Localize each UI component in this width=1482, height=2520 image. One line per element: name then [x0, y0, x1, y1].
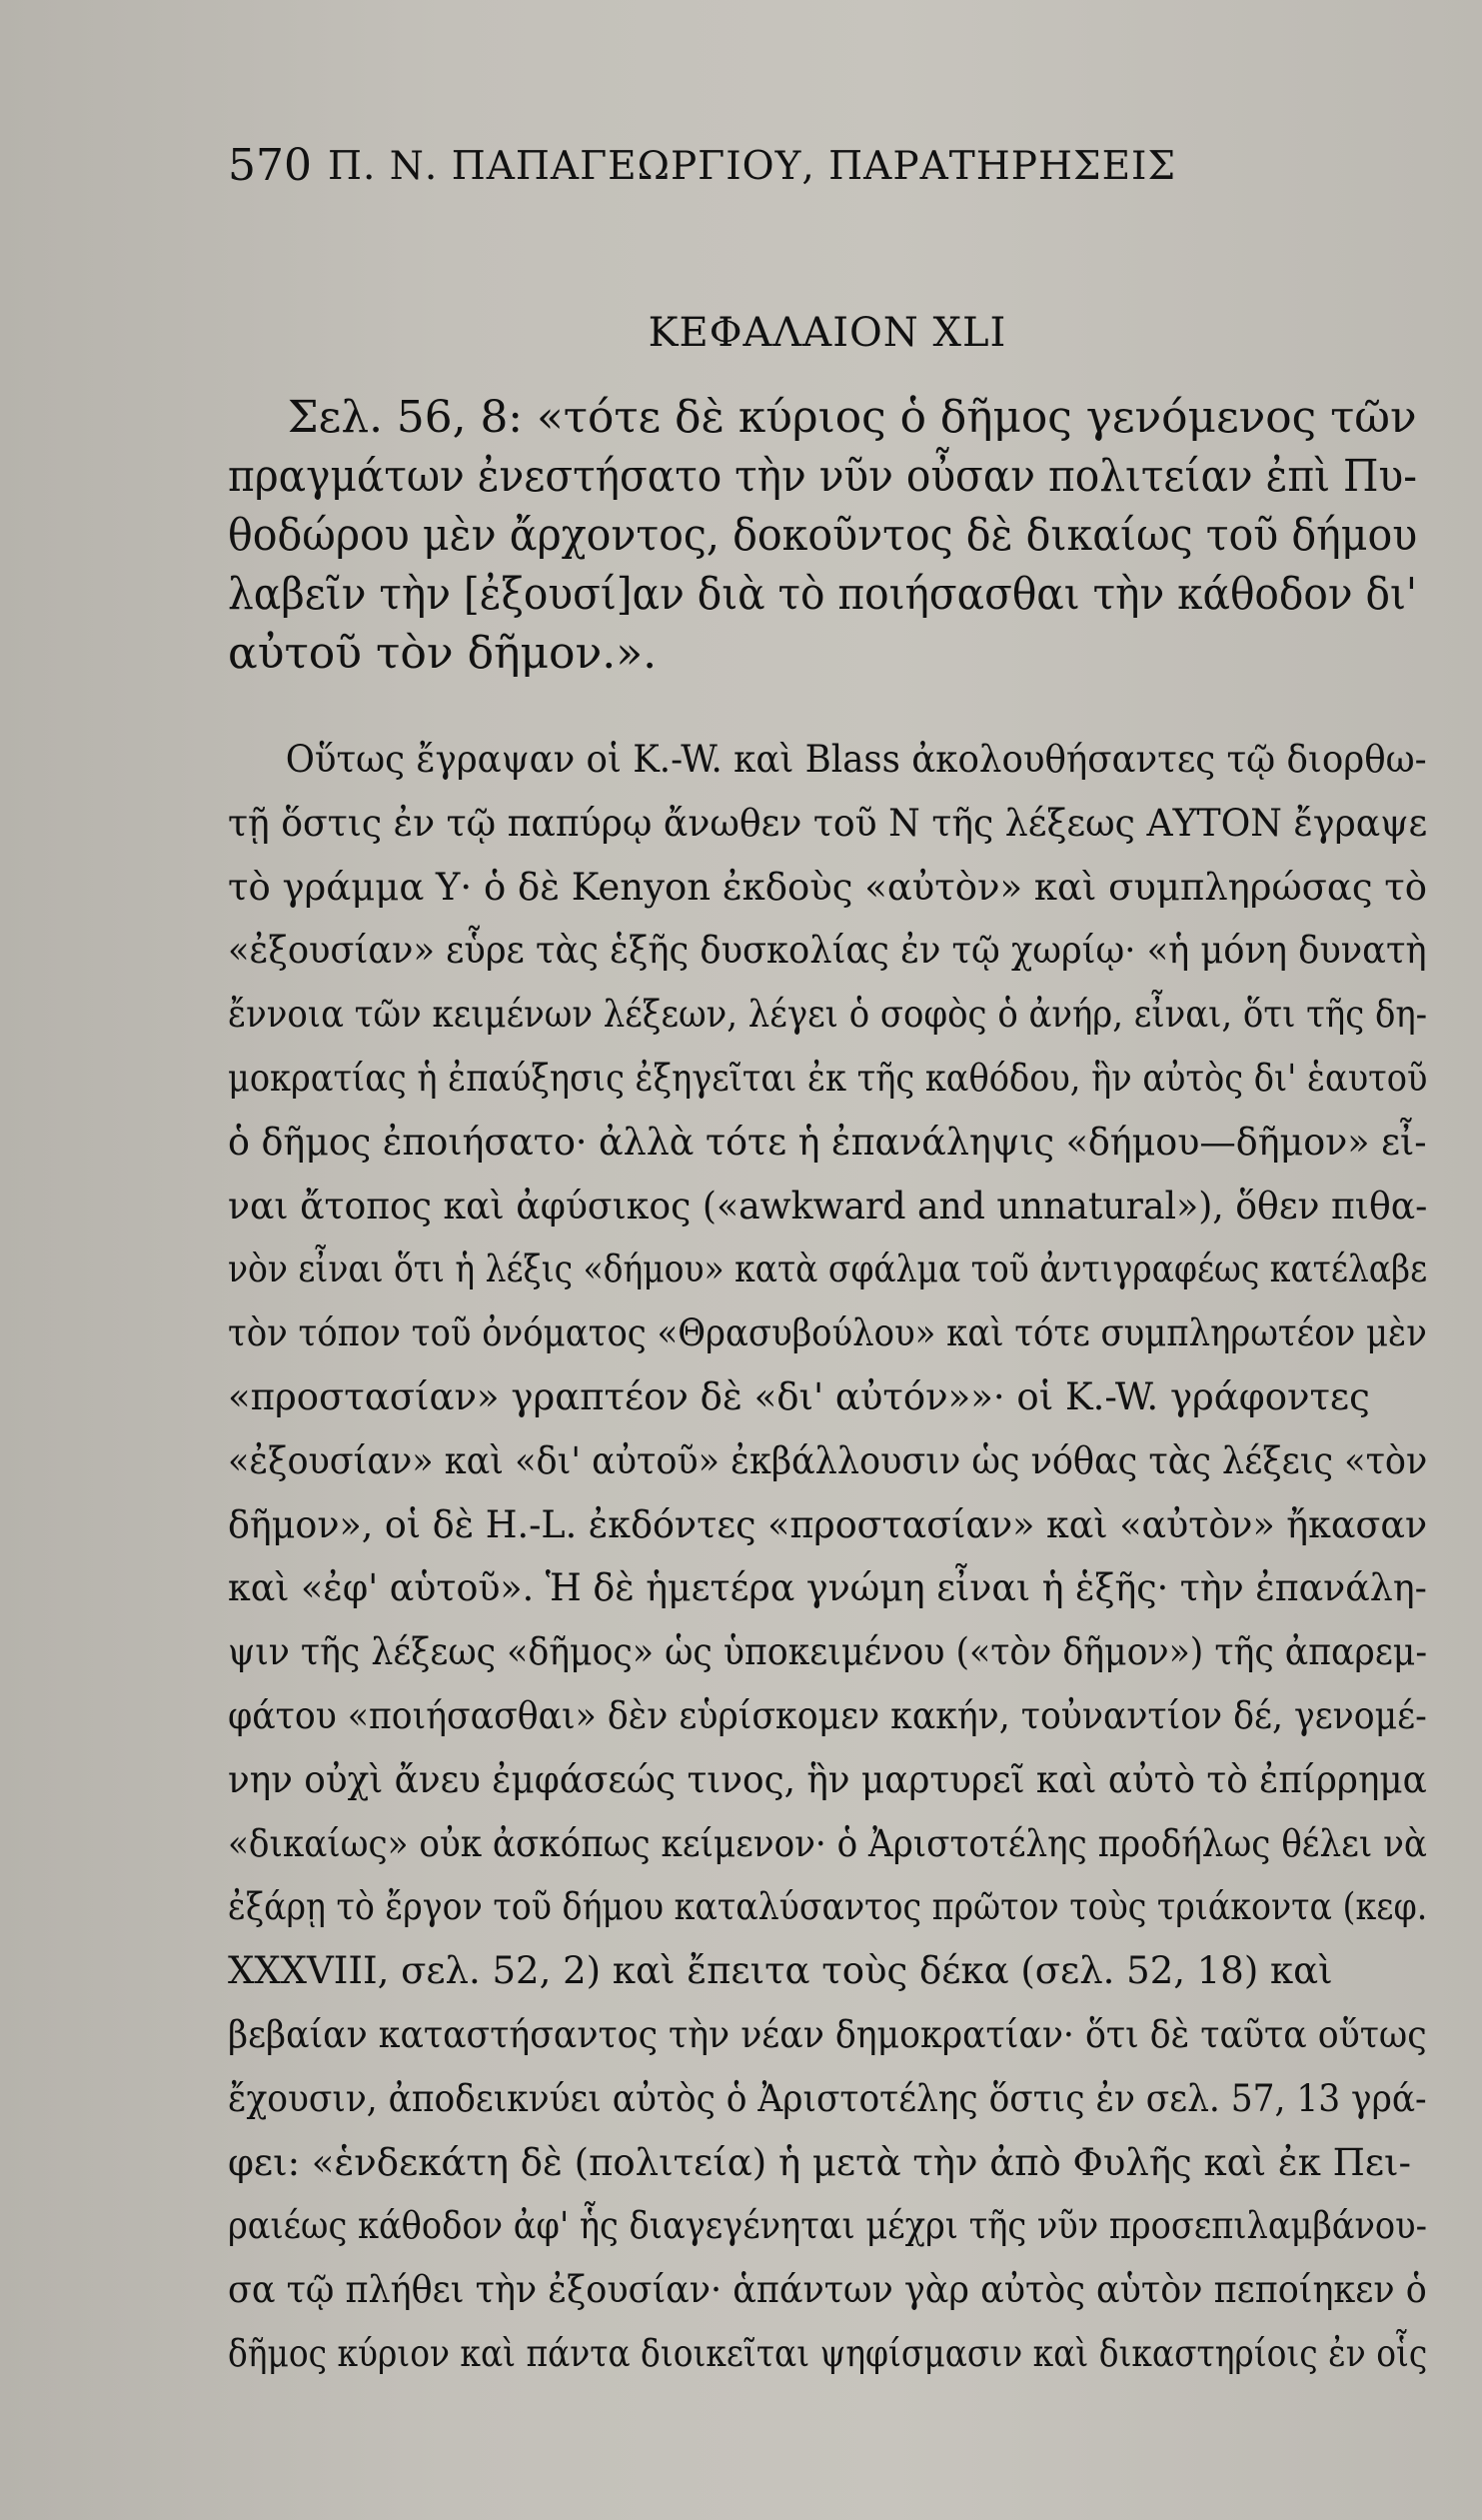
- commentary-line: XXXVIII, σελ. 52, 2) καὶ ἔπειτα τοὺς δέκα (σελ. 52, 18) καὶ: [228, 1949, 1333, 1993]
- commentary-line: «ἐξουσίαν» εὗρε τὰς ἑξῆς δυσκολίας ἐν τῷ χωρίῳ· «ἡ μόνη δυνατὴ: [228, 929, 1427, 973]
- commentary-line: φάτου «ποιήσασθαι» δὲν εὑρίσκομεν κακήν, τοὐναντίον δέ, γενομέ-: [228, 1693, 1427, 1737]
- commentary-line: καὶ «ἐφ' αὑτοῦ». Ἡ δὲ ἡμετέρα γνώμη εἶναι ἡ ἑξῆς· τὴν ἐπανάλη-: [228, 1566, 1427, 1610]
- commentary-line: νην οὐχὶ ἄνευ ἐμφάσεώς τινος, ἣν μαρτυρεῖ καὶ αὐτὸ τὸ ἐπίρρημα: [228, 1757, 1427, 1801]
- commentary-line: σα τῷ πλήθει τὴν ἐξουσίαν· ἁπάντων γὰρ αὐτὸς αὑτὸν πεποίηκεν ὁ: [228, 2268, 1427, 2312]
- commentary-line: τῇ ὅστις ἐν τῷ παπύρῳ ἄνωθεν τοῦ Ν τῆς λέξεως ΑΥΤΟΝ ἔγραψε: [228, 801, 1428, 845]
- page-number: 570: [228, 140, 312, 191]
- commentary-line: ἐξάρῃ τὸ ἔργον τοῦ δήμου καταλύσαντος πρῶτον τοὺς τριάκοντα (κεφ.: [228, 1885, 1428, 1929]
- commentary-line: ἔχουσιν, ἀποδεικνύει αὐτὸς ὁ Ἀριστοτέλης ὅστις ἐν σελ. 57, 13 γρά-: [228, 2076, 1427, 2120]
- commentary-line: ἔννοια τῶν κειμένων λέξεων, λέγει ὁ σοφὸς ὁ ἀνήρ, εἶναι, ὅτι τῆς δη-: [228, 993, 1428, 1037]
- commentary-line: «προστασίαν» γραπτέον δὲ «δι' αὐτόν»»· οἱ K.-W. γράφοντες: [228, 1374, 1370, 1418]
- quote-line: Σελ. 56, 8: «τότε δὲ κύριος ὁ δῆμος γενόμενος τῶν: [287, 392, 1417, 443]
- chapter-title: ΚΕΦΑΛΑΙΟΝ XLI: [648, 310, 1007, 356]
- commentary-line: νὸν εἶναι ὅτι ἡ λέξις «δήμου» κατὰ σφάλμα τοῦ ἀντιγραφέως κατέλαβε: [228, 1248, 1428, 1291]
- commentary-line: «ἐξουσίαν» καὶ «δι' αὐτοῦ» ἐκβάλλουσιν ὡς νόθας τὰς λέξεις «τὸν: [228, 1438, 1428, 1482]
- quote-line: λαβεῖν τὴν [ἐξουσί]αν διὰ τὸ ποιήσασθαι τὴν κάθοδον δι': [228, 569, 1418, 620]
- commentary-line: τὸ γράμμα Υ· ὁ δὲ Kenyon ἐκδοὺς «αὐτὸν» καὶ συμπληρώσας τὸ: [228, 865, 1428, 909]
- commentary-text: [228, 728, 1427, 2386]
- quote-line: θοδώρου μὲν ἄρχοντος, δοκοῦντος δὲ δικαίως τοῦ δήμου: [228, 510, 1418, 561]
- commentary-line: ραιέως κάθοδον ἀφ' ἧς διαγεγένηται μέχρι τῆς νῦν προσεπιλαμβάνου-: [228, 2204, 1427, 2248]
- commentary-line: ψιν τῆς λέξεως «δῆμος» ὡς ὑποκειμένου («τὸν δῆμον») τῆς ἀπαρεμ-: [228, 1630, 1428, 1674]
- commentary-line: ὁ δῆμος ἐποιήσατο· ἀλλὰ τότε ἡ ἐπανάληψις «δήμου—δῆμον» εἶ-: [228, 1120, 1427, 1164]
- running-title: Π. Ν. ΠΑΠΑΓΕΩΡΓΙΟΥ, ΠΑΡΑΤΗΡΗΣΕΙΣ: [328, 144, 1177, 189]
- quote-line: πραγμάτων ἐνεστήσατο τὴν νῦν οὖσαν πολιτείαν ἐπὶ Πυ-: [228, 451, 1418, 502]
- quoted-passage: [228, 388, 1417, 683]
- commentary-line: δῆμος κύριον καὶ πάντα διοικεῖται ψηφίσμασιν καὶ δικαστηρίοις ἐν οἷς: [228, 2331, 1428, 2375]
- running-head: [228, 140, 1407, 200]
- commentary-line: «δικαίως» οὐκ ἀσκόπως κείμενον· ὁ Ἀριστοτέλης προδήλως θέλει νὰ: [228, 1821, 1427, 1865]
- commentary-line: ναι ἄτοπος καὶ ἀφύσικος («awkward and unnatural»), ὅθεν πιθα-: [228, 1184, 1428, 1228]
- quote-line: αὐτοῦ τὸν δῆμον.».: [228, 628, 658, 679]
- commentary-line: μοκρατίας ἡ ἐπαύξησις ἐξηγεῖται ἐκ τῆς καθόδου, ἣν αὐτὸς δι' ἑαυτοῦ: [228, 1056, 1428, 1100]
- commentary-line: φει: «ἑνδεκάτη δὲ (πολιτεία) ἡ μετὰ τὴν ἀπὸ Φυλῆς καὶ ἐκ Πει-: [228, 2140, 1412, 2184]
- commentary-line: βεβαίαν καταστήσαντος τὴν νέαν δημοκρατίαν· ὅτι δὲ ταῦτα οὕτως: [228, 2012, 1427, 2056]
- commentary-line: Οὕτως ἔγραψαν οἱ K.-W. καὶ Blass ἀκολουθήσαντες τῷ διορθω-: [285, 738, 1427, 781]
- commentary-line: δῆμον», οἱ δὲ H.-L. ἐκδόντες «προστασίαν» καὶ «αὐτὸν» ἤκασαν: [228, 1502, 1428, 1546]
- commentary-line: τὸν τόπον τοῦ ὀνόματος «Θρασυβούλου» καὶ τότε συμπληρωτέον μὲν: [228, 1311, 1427, 1355]
